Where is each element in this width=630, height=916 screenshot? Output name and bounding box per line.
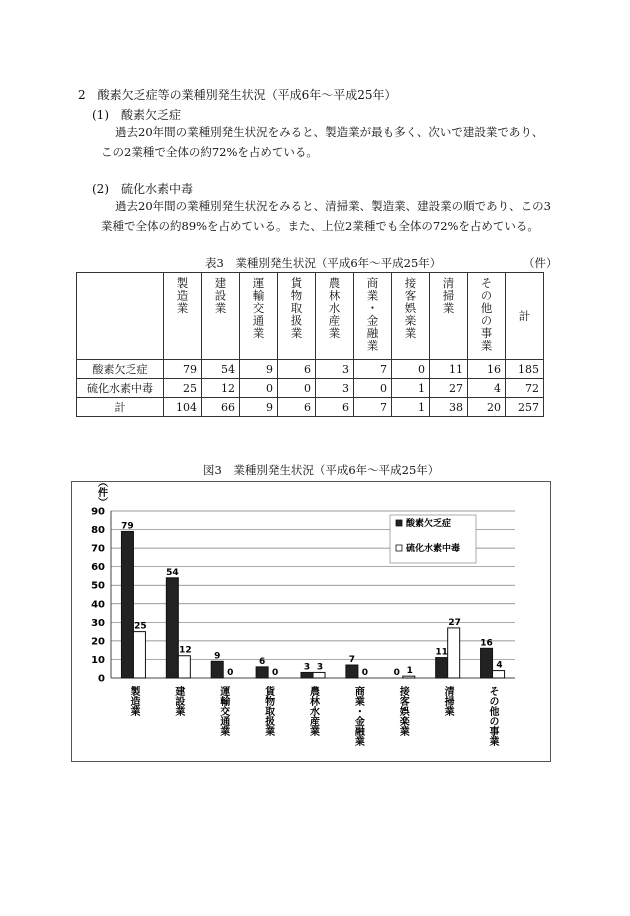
table-unit: （件） [523, 256, 558, 270]
data-label: 4 [496, 660, 503, 671]
row-label: 計 [77, 398, 164, 417]
data-label: 12 [179, 645, 192, 656]
table-cell: 1 [392, 398, 430, 417]
data-label: 1 [406, 666, 413, 677]
bar [301, 672, 313, 678]
bar [493, 671, 505, 678]
y-tick-label: 90 [91, 506, 105, 518]
table-cell: 79 [164, 360, 202, 379]
table-header-cell: 貨物取扱業 [278, 273, 316, 360]
table-cell: 6 [278, 398, 316, 417]
table-header-cell: 清掃業 [430, 273, 468, 360]
industry-table [76, 272, 544, 417]
data-label: 7 [348, 655, 356, 666]
bar [403, 676, 415, 678]
table-cell: 16 [468, 360, 506, 379]
legend-swatch [396, 545, 402, 551]
data-label: 9 [214, 651, 221, 662]
table-cell: 12 [202, 379, 240, 398]
data-label: 0 [361, 668, 369, 678]
x-tick-label: その他の事業 [487, 686, 499, 746]
table-cell: 38 [430, 398, 468, 417]
figure-caption: 図3 業種別発生状況（平成6年～平成25年） [203, 463, 440, 477]
table-header-cell: 商業・金融業 [354, 273, 392, 360]
table-row [77, 398, 544, 417]
y-tick-label: 50 [91, 580, 105, 592]
bar [256, 667, 268, 678]
y-axis-label: （件） [95, 482, 107, 507]
legend-swatch [396, 520, 402, 526]
table-cell: 66 [202, 398, 240, 417]
table-cell: 185 [506, 360, 544, 379]
table-cell: 257 [506, 398, 544, 417]
table-cell: 25 [164, 379, 202, 398]
chart-frame [71, 481, 551, 762]
bar [313, 672, 325, 678]
y-tick-label: 30 [91, 617, 105, 629]
bar-chart [72, 482, 550, 761]
table-cell: 7 [354, 360, 392, 379]
table-row [77, 360, 544, 379]
table-header-cell: 建設業 [202, 273, 240, 360]
subsection-heading-hydrogen-sulfide: (2) 硫化水素中毒 [92, 182, 193, 196]
table-cell: 0 [354, 379, 392, 398]
table-header-cell: 運輸交通業 [240, 273, 278, 360]
table-cell: 6 [278, 360, 316, 379]
table-cell: 0 [392, 360, 430, 379]
table-header-cell: 農林水産業 [316, 273, 354, 360]
x-tick-label: 商業・金融業 [352, 686, 364, 746]
table-caption: 表3 業種別発生状況（平成6年～平成25年） [205, 256, 442, 270]
table-cell: 27 [430, 379, 468, 398]
table-header-cell: 計 [506, 273, 544, 360]
y-tick-label: 80 [91, 525, 105, 537]
data-label: 79 [121, 521, 134, 532]
data-label: 3 [303, 662, 311, 673]
bar [346, 665, 358, 678]
y-tick-label: 60 [91, 562, 105, 574]
y-tick-label: 0 [98, 673, 105, 685]
table-cell: 9 [240, 398, 278, 417]
table-cell: 3 [316, 379, 354, 398]
section-heading: 2 酸素欠乏症等の業種別発生状況（平成6年～平成25年） [78, 88, 397, 102]
legend-label: 酸素欠乏症 [406, 519, 452, 529]
table-cell: 6 [316, 398, 354, 417]
table-cell: 11 [430, 360, 468, 379]
table-cell: 1 [392, 379, 430, 398]
table-cell: 0 [278, 379, 316, 398]
y-tick-label: 40 [91, 599, 105, 611]
table-cell: 7 [354, 398, 392, 417]
table-cell: 72 [506, 379, 544, 398]
x-tick-label: 建設業 [172, 686, 184, 716]
paragraph-line: 過去20年間の業種別発生状況をみると、清掃業、製造業、建設業の順であり、この3 [115, 199, 551, 213]
y-tick-label: 70 [91, 543, 105, 555]
x-tick-label: 運輸交通業 [217, 686, 229, 736]
table-row [77, 379, 544, 398]
bar [121, 531, 133, 678]
paragraph-line: 過去20年間の業種別発生状況をみると、製造業が最も多く、次いで建設業であり、 [115, 125, 544, 139]
data-label: 0 [227, 668, 234, 678]
table-header-cell: その他の事業 [468, 273, 506, 360]
data-label: 0 [271, 668, 279, 678]
bar [448, 628, 460, 678]
data-label: 16 [480, 638, 493, 649]
data-label: 0 [393, 668, 400, 678]
table-header-cell: 接客娯楽業 [392, 273, 430, 360]
data-label: 25 [134, 621, 147, 632]
paragraph-line: 業種で全体の約89%を占めている。また、上位2業種でも全体の72%を占めている。 [101, 219, 539, 233]
bar [211, 661, 223, 678]
y-tick-label: 10 [91, 654, 105, 666]
table-cell: 104 [164, 398, 202, 417]
data-label: 3 [316, 662, 324, 673]
table-cell: 9 [240, 360, 278, 379]
data-label: 54 [166, 567, 179, 578]
x-tick-label: 清掃業 [442, 686, 454, 716]
x-tick-label: 製造業 [127, 686, 139, 716]
table-header-cell: 製造業 [164, 273, 202, 360]
subsection-heading-oxygen: (1) 酸素欠乏症 [92, 108, 181, 122]
data-label: 27 [448, 617, 461, 628]
row-label: 酸素欠乏症 [77, 360, 164, 379]
bar [133, 632, 145, 678]
legend-label: 硫化水素中毒 [406, 544, 461, 554]
table-cell: 3 [316, 360, 354, 379]
table-cell: 0 [240, 379, 278, 398]
x-tick-label: 貨物取扱業 [262, 686, 274, 736]
row-label: 硫化水素中毒 [77, 379, 164, 398]
bar [178, 656, 190, 678]
table-cell: 4 [468, 379, 506, 398]
table-cell: 20 [468, 398, 506, 417]
table-cell: 54 [202, 360, 240, 379]
paragraph-line: この2業種で全体の約72%を占めている。 [101, 145, 318, 159]
y-tick-label: 20 [91, 636, 105, 648]
bar [481, 648, 493, 678]
bar [436, 658, 448, 678]
x-tick-label: 農林水産業 [307, 686, 319, 736]
x-tick-label: 接客娯楽業 [397, 686, 409, 736]
table-corner-cell [77, 273, 164, 360]
bar [166, 578, 178, 678]
data-label: 6 [258, 656, 266, 667]
table-header-row [77, 273, 544, 360]
data-label: 11 [435, 647, 448, 658]
